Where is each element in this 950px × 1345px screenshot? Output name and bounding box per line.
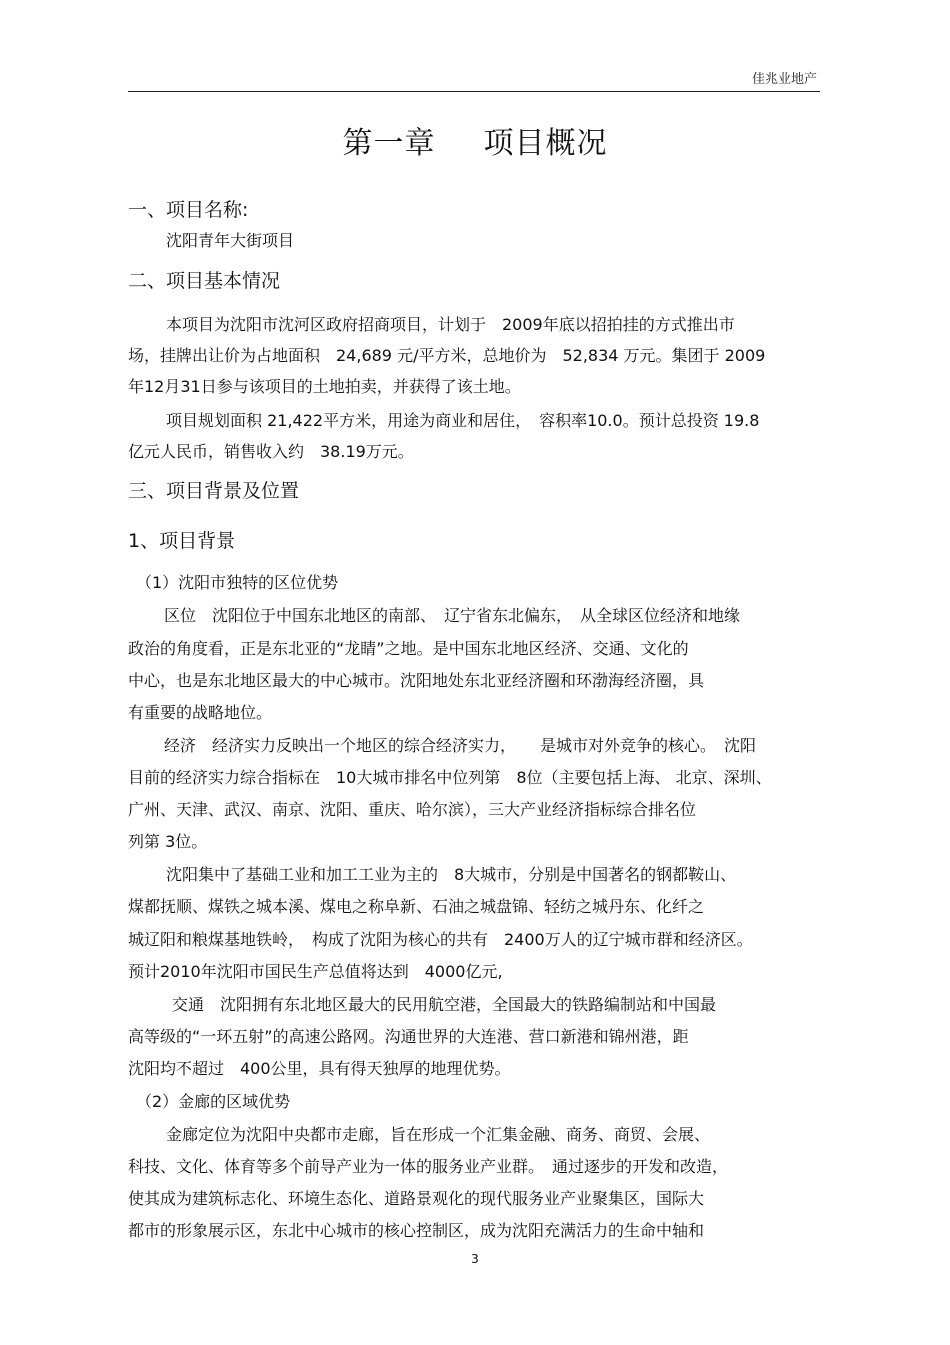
- paragraph-line: 目前的经济实力综合指标在 10大城市排名中位列第 8位（主要包括上海、 北京、深圳、: [128, 768, 772, 787]
- paragraph-line: 煤都抚顺、煤铁之城本溪、煤电之称阜新、石油之城盘锦、轻纺之城丹东、化纤之: [128, 897, 705, 916]
- section-heading-2: 二、项目基本情况: [128, 270, 281, 292]
- page-header-company: 佳兆业地产: [751, 72, 817, 87]
- paragraph-line: 金廊定位为沈阳中央都市走廊，旨在形成一个汇集金融、商务、商贸、会展、: [166, 1125, 711, 1144]
- paragraph-line: 广州、天津、武汉、南京、沈阳、重庆、哈尔滨），三大产业经济指标综合排名位: [128, 800, 697, 819]
- paragraph-line: 都市的形象展示区，东北中心城市的核心控制区，成为沈阳充满活力的生命中轴和: [128, 1221, 705, 1240]
- paragraph-line: 本项目为沈阳市沈河区政府招商项目，计划于 2009年底以招拍挂的方式推出市: [166, 315, 735, 334]
- chapter-name: 项目概况: [483, 126, 608, 161]
- paragraph-line: 年12月31日参与该项目的土地拍卖，并获得了该土地。: [128, 377, 521, 396]
- chapter-number: 第一章: [342, 126, 436, 161]
- section-heading-1: 一、项目名称:: [128, 199, 249, 221]
- paragraph-line: 政治的角度看，正是东北亚的“龙睛”之地。是中国东北地区经济、交通、文化的: [128, 639, 689, 658]
- paragraph-line: 经济 经济实力反映出一个地区的综合经济实力， 是城市对外竞争的核心。 沈阳: [164, 736, 757, 755]
- paragraph-line: 中心，也是东北地区最大的中心城市。沈阳地处东北亚经济圈和环渤海经济圈，具: [128, 671, 705, 690]
- paragraph-line: 场，挂牌出让价为占地面积 24,689 元/平方米，总地价为 52,834 万元。集团于 2009: [128, 346, 766, 365]
- paragraph-line: 交通 沈阳拥有东北地区最大的民用航空港，全国最大的铁路编制站和中国最: [172, 995, 717, 1014]
- paragraph-line: 列第 3位。: [128, 832, 208, 851]
- page-number: 3: [471, 1252, 479, 1266]
- paragraph-line: 科技、文化、体育等多个前导产业为一体的服务业产业群。 通过逐步的开发和改造，: [128, 1157, 729, 1176]
- paragraph-line: 城辽阳和粮煤基地铁岭， 构成了沈阳为核心的共有 2400万人的辽宁城市群和经济区。: [128, 930, 753, 949]
- paragraph-line: 沈阳均不超过 400公里，具有得天独厚的地理优势。: [128, 1059, 511, 1078]
- chapter-title: [0, 124, 950, 164]
- subsection-heading-1-2: （2）金廊的区域优势: [136, 1092, 291, 1111]
- paragraph-line: 预计2010年沈阳市国民生产总值将达到 4000亿元,: [128, 962, 503, 981]
- project-name: 沈阳青年大街项目: [166, 231, 295, 250]
- paragraph-line: 有重要的战略地位。: [128, 703, 273, 722]
- paragraph-line: 使其成为建筑标志化、环境生态化、道路景观化的现代服务业产业聚集区，国际大: [128, 1189, 705, 1208]
- paragraph-line: 高等级的“一环五射”的高速公路网。沟通世界的大连港、营口新港和锦州港，距: [128, 1027, 689, 1046]
- paragraph-line: 区位 沈阳位于中国东北地区的南部、 辽宁省东北偏东， 从全球区位经济和地缘: [164, 606, 741, 625]
- subsection-heading-1: 1、项目背景: [128, 530, 236, 552]
- header-rule: [128, 91, 820, 92]
- paragraph-line: 项目规划面积 21,422平方米，用途为商业和居住， 容积率10.0。预计总投资 19.8: [166, 411, 760, 430]
- paragraph-line: 亿元人民币，销售收入约 38.19万元。: [128, 442, 414, 461]
- subsection-heading-1-1: （1）沈阳市独特的区位优势: [136, 573, 339, 592]
- section-heading-3: 三、项目背景及位置: [128, 480, 300, 502]
- paragraph-line: 沈阳集中了基础工业和加工工业为主的 8大城市，分别是中国著名的钢都鞍山、: [166, 865, 737, 884]
